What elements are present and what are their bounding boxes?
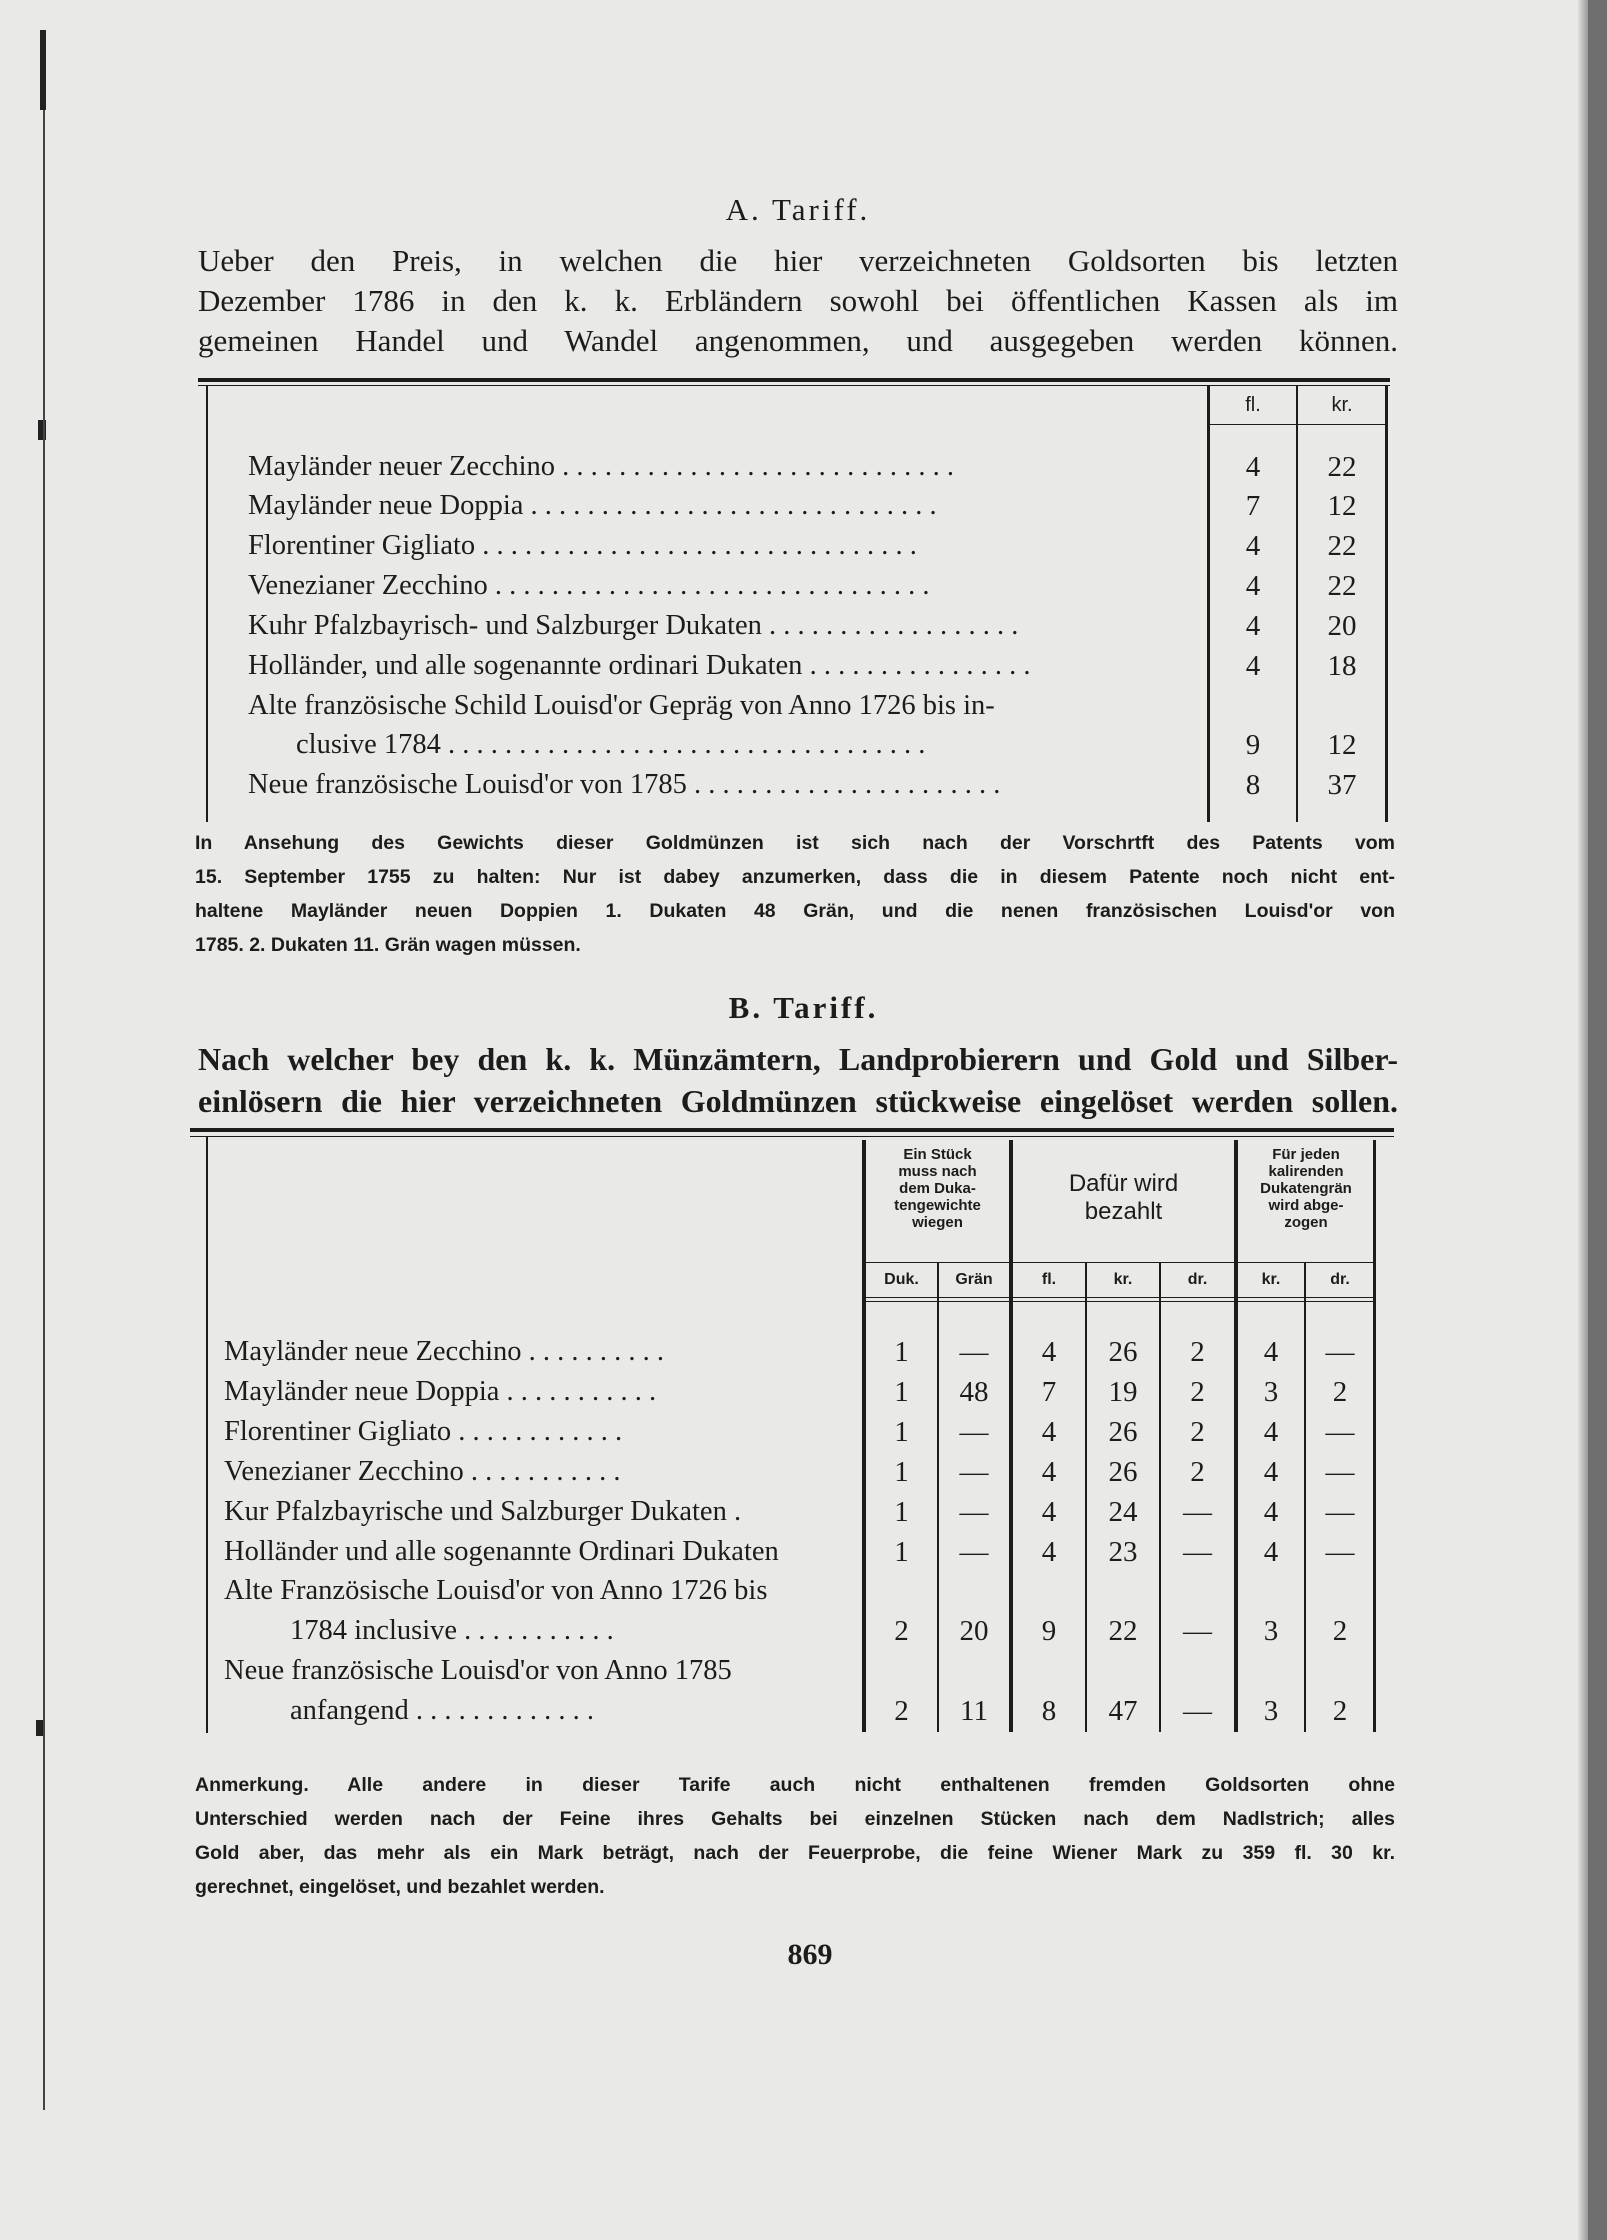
subheader-dr: dr. (1187, 1271, 1208, 1288)
table-cell: 2 (894, 1615, 909, 1647)
header-deduct-line: zogen (1284, 1214, 1328, 1231)
table-cell: 20 (959, 1615, 989, 1647)
header-paid (1013, 1170, 1234, 1226)
table-cell: 4 (1041, 1456, 1057, 1488)
leader-dots: . . . . . . . . . . (521, 1336, 665, 1367)
table-cell: 26 (1108, 1336, 1138, 1368)
table-row-name-continuation: clusive 1784 . . . . . . . . . . . . . . . . . . . . . . . . . . . . . . . . . . (296, 729, 926, 760)
leader-dots: . . . . . . . . . . . . (451, 1416, 623, 1447)
table-cell: 48 (959, 1376, 989, 1408)
table-cell: — (1183, 1695, 1212, 1727)
table-cell: 2 (1332, 1615, 1348, 1647)
table-top-rule (190, 1128, 1394, 1132)
table-cell: 4 (1263, 1336, 1279, 1368)
tariff-b-intro-line: einlösern die hier verzeichneten Goldmünzen stückweise eingelöset werden sollen. (198, 1083, 1398, 1119)
table-row-name (224, 1494, 854, 1530)
table-cell: 1 (894, 1536, 909, 1568)
table-cell: — (959, 1496, 989, 1528)
table-cell: 26 (1108, 1456, 1138, 1488)
tariff-b-intro-line: Nach welcher bey den k. k. Münzämtern, Landprobierern und Gold und Silber- (198, 1041, 1398, 1077)
header-weight-line: dem Duka- (899, 1180, 976, 1197)
table-cell: 47 (1108, 1695, 1138, 1727)
table-cell: 4 (1041, 1536, 1057, 1568)
cell-fl: 7 (1245, 490, 1261, 522)
tariff-b-note-line: Gold aber, das mehr als ein Mark beträgt, nach der Feuerprobe, die feine Wiener Mark zu 359 fl. 30 kr. (195, 1842, 1395, 1864)
table-cell: — (1325, 1416, 1355, 1448)
header-weight-line: wiegen (912, 1214, 963, 1231)
table-cell: 4 (1041, 1336, 1057, 1368)
table-row-name (224, 1334, 854, 1370)
table-cell: 4 (1263, 1456, 1279, 1488)
table-row-name: Alte französische Schild Louisd'or Gepräg von Anno 1726 bis in- (248, 690, 995, 721)
subheader-gran: Grän (955, 1271, 993, 1288)
cell-fl: 4 (1245, 650, 1261, 682)
table-top-rule (198, 378, 1390, 382)
cell-fl: 4 (1245, 610, 1261, 642)
cell-fl: 8 (1245, 769, 1261, 801)
table-cell: 2 (894, 1695, 909, 1727)
table-cell: 2 (1332, 1695, 1348, 1727)
table-cell: — (1183, 1536, 1212, 1568)
scan-border (1588, 0, 1607, 2240)
table-row-name (224, 1534, 854, 1570)
table-row-name-continuation (290, 1613, 854, 1649)
table-cell: 3 (1263, 1615, 1279, 1647)
table-cell: 2 (1190, 1376, 1205, 1408)
table-cell: — (1325, 1496, 1355, 1528)
table-cell: 3 (1263, 1695, 1279, 1727)
page-number: 869 (787, 1938, 833, 1971)
header-weight-line: tengewichte (894, 1197, 981, 1214)
cell-kr: 12 (1327, 729, 1357, 761)
row-label-text: anfangend (290, 1695, 409, 1726)
table-cell: 4 (1041, 1496, 1057, 1528)
header-rule (866, 1297, 1374, 1298)
cell-fl: 4 (1245, 451, 1261, 483)
header-deduct-line: kalirenden (1268, 1163, 1344, 1180)
subheader-deduct-kr: kr. (1261, 1271, 1281, 1288)
table-row-name-continuation (290, 1693, 854, 1729)
table-row-name (224, 1414, 854, 1450)
header-rule (1209, 424, 1387, 425)
table-row-name: Florentiner Gigliato . . . . . . . . . . . . . . . . . . . . . . . . . . . . . . . (248, 530, 917, 561)
cell-kr: 20 (1327, 610, 1357, 642)
row-label-text: Venezianer Zecchino (224, 1456, 464, 1487)
binding-mark (40, 30, 46, 110)
page-edge-line (43, 110, 45, 2110)
table-row-name (224, 1653, 854, 1689)
tariff-a-note-line (195, 928, 1395, 962)
leader-dots: . . . . . . . . . . . (463, 1456, 621, 1487)
table-row-name: Kuhr Pfalzbayrisch- und Salzburger Dukaten . . . . . . . . . . . . . . . . . . (248, 610, 1019, 641)
tariff-b-note-last-line: gerechnet, eingelöset, und bezahlet werden. (195, 1876, 605, 1898)
subheader-fl: fl. (1041, 1271, 1057, 1288)
row-label-text: Neue französische Louisd'or von Anno 1785 (224, 1655, 732, 1686)
table-cell: 19 (1108, 1376, 1138, 1408)
table-left-border (206, 1137, 208, 1733)
cell-kr: 12 (1327, 490, 1357, 522)
row-label-text: Mayländer neue Zecchino (224, 1336, 522, 1367)
table-top-rule (190, 1136, 1394, 1137)
table-cell: 2 (1332, 1376, 1348, 1408)
header-weight (866, 1146, 1009, 1231)
table-cell: 26 (1108, 1416, 1138, 1448)
table-cell: 23 (1108, 1536, 1138, 1568)
row-label-text: Mayländer neue Doppia (224, 1376, 500, 1407)
leader-dots: . . . . . . . . . . . . . (408, 1695, 594, 1726)
leader-dots: . . . . . . . . . . . (499, 1376, 657, 1407)
table-row-name: Neue französische Louisd'or von 1785 . . . . . . . . . . . . . . . . . . . . . . (248, 769, 1001, 800)
table-cell: 22 (1108, 1615, 1138, 1647)
header-rule (866, 1301, 1374, 1302)
cell-kr: 18 (1327, 650, 1357, 682)
table-row-name (224, 1573, 854, 1609)
subheader-duk: Duk. (884, 1271, 919, 1288)
table-cell: — (1183, 1615, 1212, 1647)
table-cell: 4 (1263, 1536, 1279, 1568)
table-cell: 8 (1041, 1695, 1057, 1727)
table-row-name: Venezianer Zecchino . . . . . . . . . . . . . . . . . . . . . . . . . . . . . . . (248, 570, 930, 601)
row-label-text: 1784 inclusive (290, 1615, 458, 1646)
table-row-name: Mayländer neue Doppia . . . . . . . . . . . . . . . . . . . . . . . . . . . . . (248, 490, 937, 521)
column-header-fl: fl. (1245, 394, 1261, 416)
header-weight-line: Ein Stück (903, 1146, 972, 1163)
row-label-text: Kur Pfalzbayrische und Salzburger Dukaten (224, 1496, 727, 1527)
tariff-a-intro-line: gemeinen Handel und Wandel angenommen, und ausgegeben werden können. (198, 323, 1398, 358)
leader-dots: . . . . . . . . . . . (457, 1615, 614, 1646)
table-top-rule (198, 385, 1390, 386)
row-label-text: Florentiner Gigliato (224, 1416, 452, 1447)
header-deduct-line: Für jeden (1272, 1146, 1340, 1163)
header-deduct-line: wird abge- (1268, 1197, 1344, 1214)
tariff-a-intro-line: Dezember 1786 in den k. k. Erbländern sowohl bei öffentlichen Kassen als im (198, 283, 1398, 318)
tariff-a-note-last-line: 1785. 2. Dukaten 11. Grän wagen müssen. (195, 934, 581, 956)
tariff-a-note-line: 15. September 1755 zu halten: Nur ist dabey anzumerken, dass die in diesem Patente noch nicht ent- (195, 866, 1395, 888)
tariff-b-note-line: Anmerkung. Alle andere in dieser Tarife auch nicht enthaltenen fremden Goldsorten ohne (195, 1774, 1395, 1796)
table-cell: — (1325, 1456, 1355, 1488)
cell-kr: 22 (1327, 570, 1357, 602)
tariff-a-heading: A. Tariff. (725, 192, 871, 227)
table-cell: — (959, 1336, 989, 1368)
subheader-kr: kr. (1113, 1271, 1133, 1288)
table-cell: 4 (1263, 1496, 1279, 1528)
table-cell: 3 (1263, 1376, 1279, 1408)
table-cell: 4 (1263, 1416, 1279, 1448)
table-cell: 1 (894, 1496, 909, 1528)
cell-kr: 37 (1327, 769, 1357, 801)
page-edge-shadow (1578, 0, 1588, 2240)
table-cell: — (959, 1456, 989, 1488)
table-cell: 11 (960, 1695, 988, 1727)
cell-kr: 22 (1327, 530, 1357, 562)
table-left-border (206, 386, 208, 822)
table-cell: — (959, 1416, 989, 1448)
row-label-text: Holländer und alle sogenannte Ordinari Dukaten (224, 1536, 779, 1567)
table-cell: 1 (894, 1376, 909, 1408)
leader-dots: . (726, 1496, 742, 1527)
header-deduct-line: Dukatengrän (1260, 1180, 1352, 1197)
table-cell: — (1183, 1496, 1212, 1528)
cell-fl: 4 (1245, 530, 1261, 562)
table-cell: — (959, 1536, 989, 1568)
tariff-a-intro-line: Ueber den Preis, in welchen die hier verzeichneten Goldsorten bis letzten (198, 243, 1398, 278)
header-deduct (1238, 1146, 1374, 1231)
table-cell: 2 (1190, 1336, 1205, 1368)
tariff-a-note-line: In Ansehung des Gewichts dieser Goldmünzen ist sich nach der Vorschrtft des Patents vom (195, 832, 1395, 854)
table-row-name (224, 1454, 854, 1490)
table-cell: — (1325, 1536, 1355, 1568)
column-header-kr: kr. (1331, 394, 1353, 416)
table-cell: 24 (1108, 1496, 1138, 1528)
tariff-b-heading: B. Tariff. (728, 990, 879, 1025)
table-cell: 4 (1041, 1416, 1057, 1448)
subheader-deduct-dr: dr. (1330, 1271, 1350, 1288)
table-cell: 2 (1190, 1456, 1205, 1488)
table-row-name (224, 1374, 854, 1410)
header-paid-line: bezahlt (1084, 1198, 1163, 1225)
table-cell: 1 (894, 1416, 909, 1448)
tariff-b-note-line: Unterschied werden nach der Feine ihres Gehalts bei einzelnen Stücken nach dem Nadlstrich; alles (195, 1808, 1395, 1830)
row-label-text: Alte Französische Louisd'or von Anno 1726 bis (224, 1575, 768, 1606)
header-rule (866, 1262, 1374, 1263)
cell-fl: 4 (1245, 570, 1261, 602)
header-paid-line: Dafür wird (1068, 1170, 1179, 1197)
table-cell: 7 (1041, 1376, 1057, 1408)
tariff-b-note-line (195, 1870, 1395, 1904)
header-weight-line: muss nach (898, 1163, 977, 1180)
cell-fl: 9 (1245, 729, 1261, 761)
tariff-a-note-line: haltene Mayländer neuen Doppien 1. Dukaten 48 Grän, und die nenen französischen Louisd'or von (195, 900, 1395, 922)
table-cell: 1 (894, 1336, 909, 1368)
table-cell: 9 (1041, 1615, 1057, 1647)
table-cell: 1 (894, 1456, 909, 1488)
table-cell: 2 (1190, 1416, 1205, 1448)
cell-kr: 22 (1327, 451, 1357, 483)
table-cell: — (1325, 1336, 1355, 1368)
table-row-name: Holländer, und alle sogenannte ordinari Dukaten . . . . . . . . . . . . . . . . (248, 650, 1031, 681)
table-row-name: Mayländer neuer Zecchino . . . . . . . . . . . . . . . . . . . . . . . . . . . . (248, 451, 955, 482)
